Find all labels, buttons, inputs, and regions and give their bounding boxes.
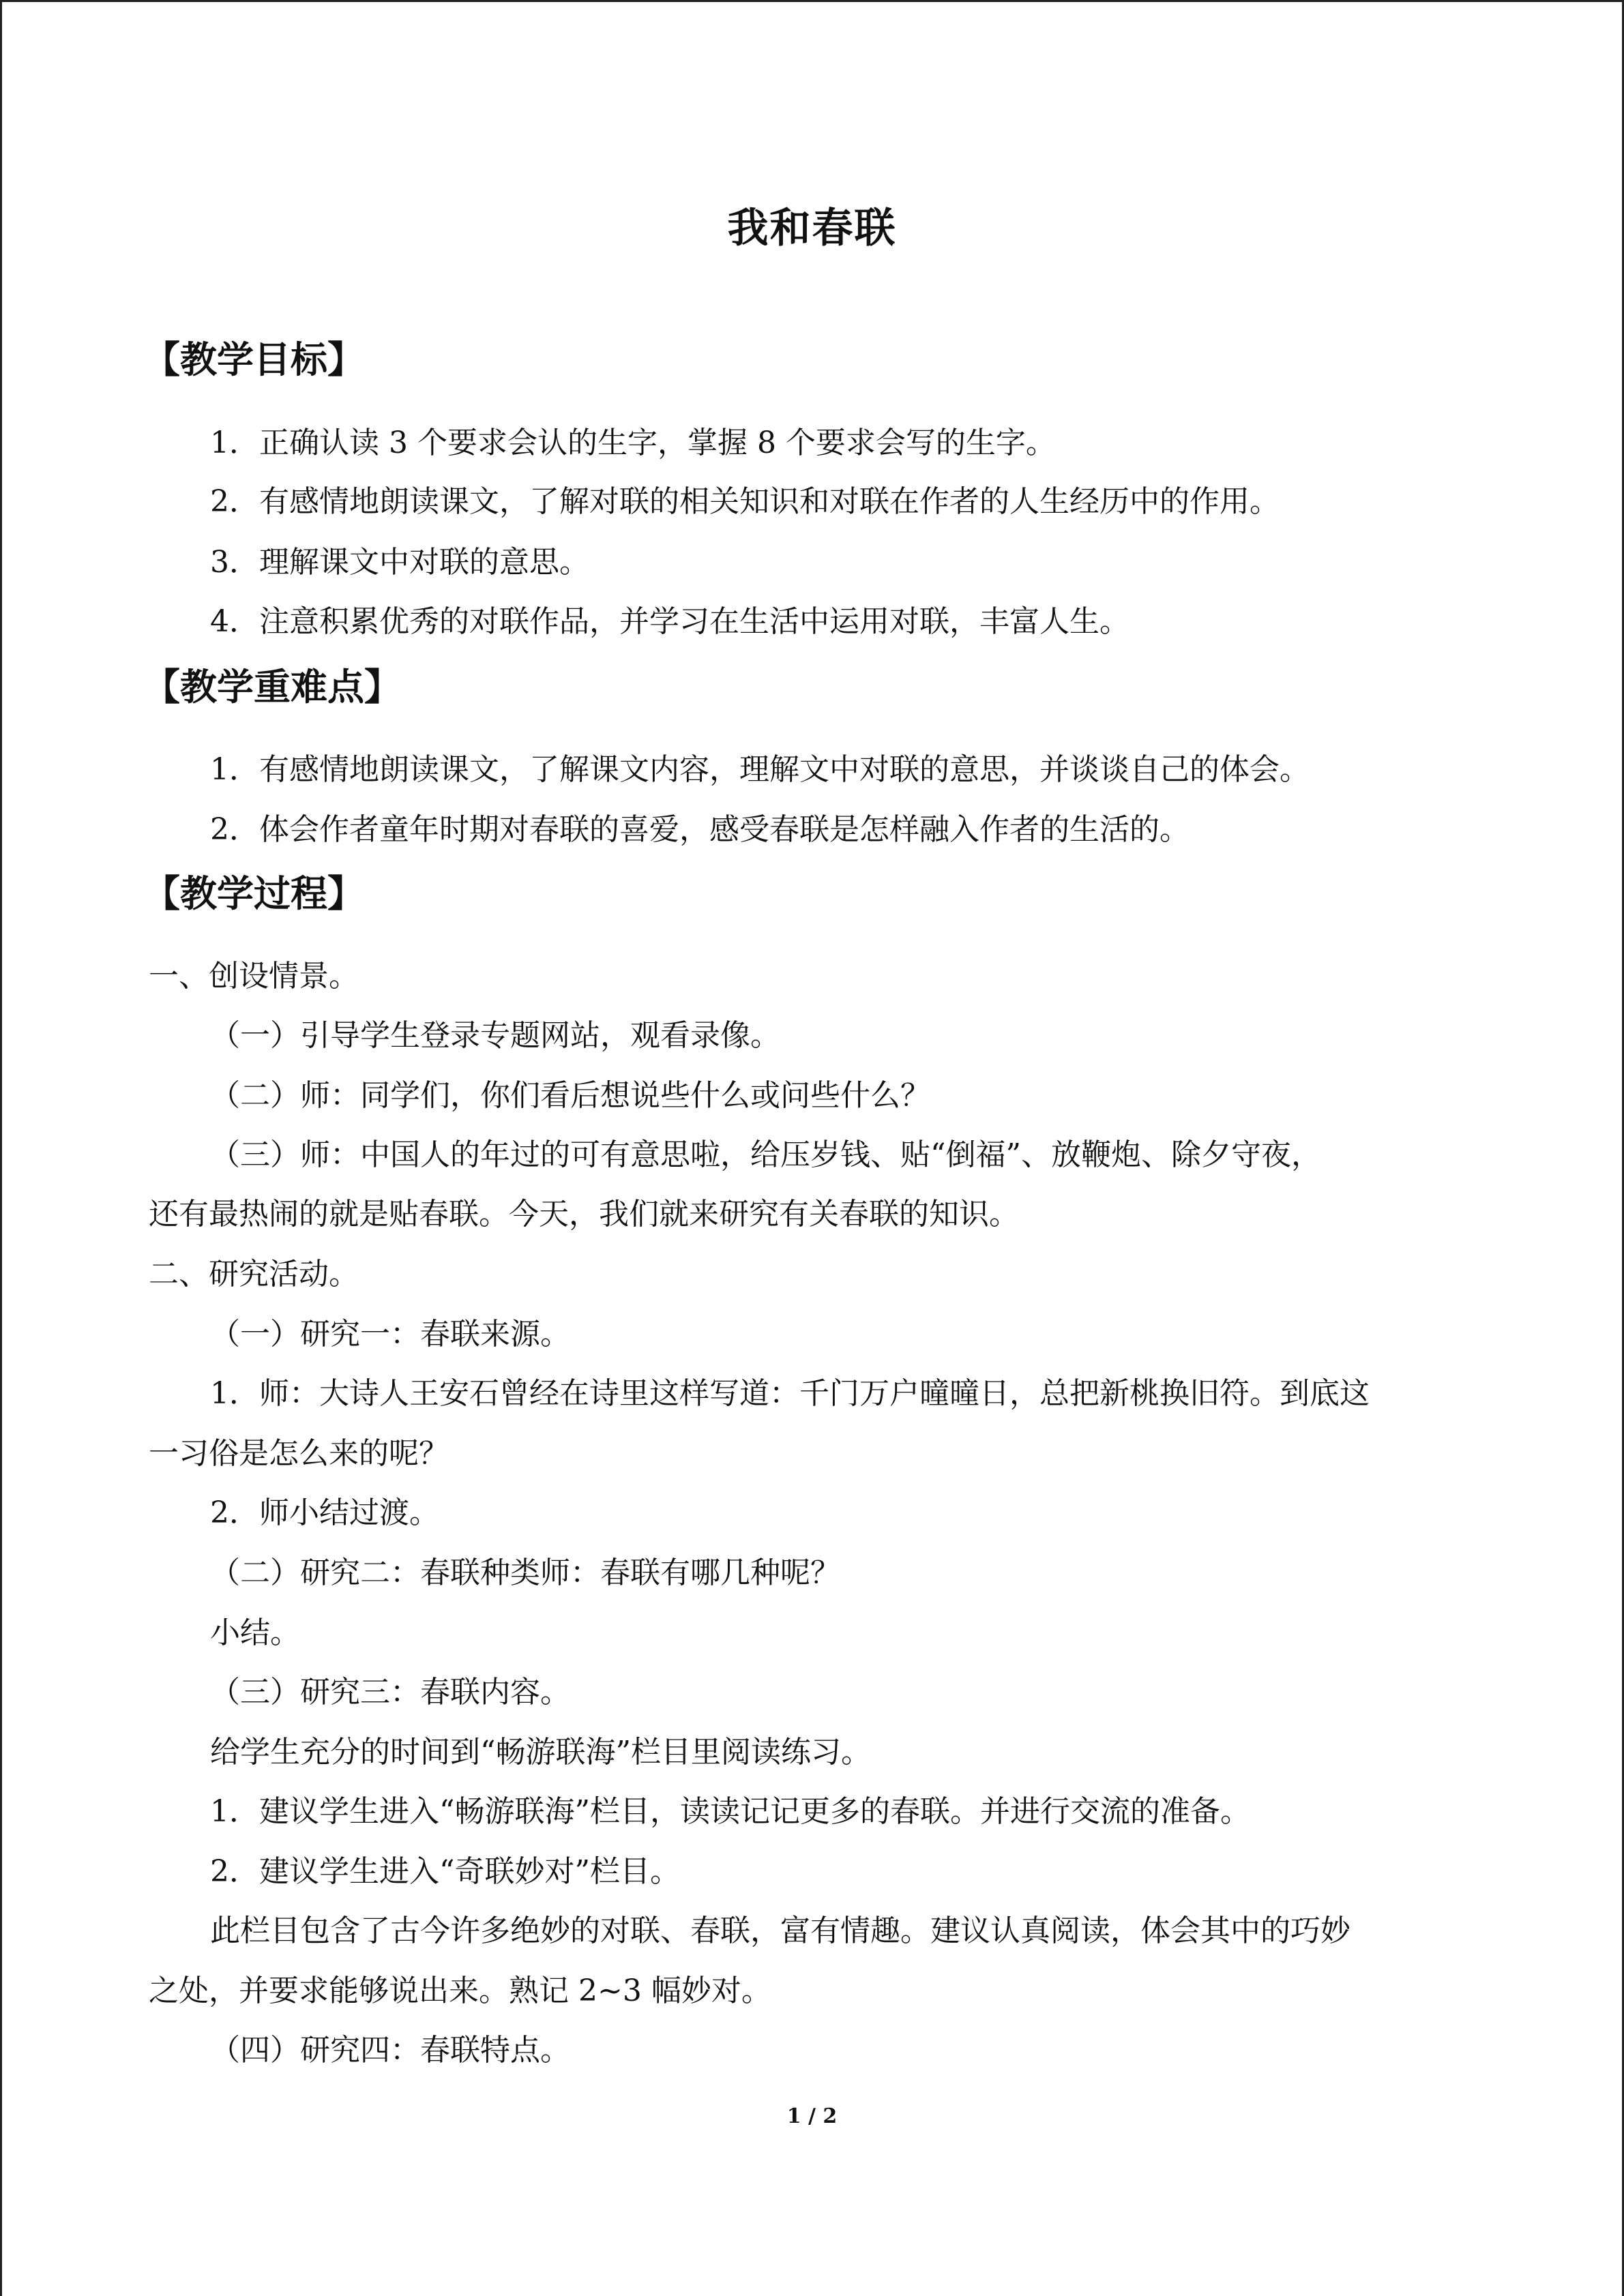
goal-item-4: 4．注意积累优秀的对联作品，并学习在生活中运用对联，丰富人生。 [210,604,1130,639]
process-line-5: 还有最热闹的就是贴春联。今天，我们就来研究有关春联的知识。 [149,1197,1019,1232]
process-line-15: 1．建议学生进入“畅游联海”栏目，读读记记更多的春联。并进行交流的准备。 [210,1794,1250,1829]
page-title: 我和春联 [727,205,897,252]
process-line-7: （一）研究一：春联来源。 [210,1317,570,1352]
goal-item-1: 1．正确认读 3 个要求会认的生字，掌握 8 个要求会写的生字。 [210,426,1056,460]
process-line-3: （二）师：同学们，你们看后想说些什么或问些什么？ [210,1078,930,1113]
process-line-16: 2．建议学生进入“奇联妙对”栏目。 [210,1854,680,1889]
process-line-8: 1．师：大诗人王安石曾经在诗里这样写道：千门万户曈曈日，总把新桃换旧符。到底这 [210,1376,1370,1411]
process-line-9: 一习俗是怎么来的呢？ [149,1436,449,1471]
process-line-4: （三）师：中国人的年过的可有意思啦，给压岁钱、贴“倒福”、放鞭炮、除夕守夜， [210,1137,1321,1172]
key-point-item-2: 2．体会作者童年时期对春联的喜爱，感受春联是怎样融入作者的生活的。 [210,812,1190,847]
goal-item-2: 2．有感情地朗读课文，了解对联的相关知识和对联在作者的人生经历中的作用。 [210,484,1280,519]
process-line-18: 之处，并要求能够说出来。熟记 2~3 幅妙对。 [149,1973,771,2008]
process-line-14: 给学生充分的时间到“畅游联海”栏目里阅读练习。 [210,1735,871,1770]
goal-item-3: 3．理解课文中对联的意思。 [210,545,589,580]
process-line-17: 此栏目包含了古今许多绝妙的对联、春联，富有情趣。建议认真阅读，体会其中的巧妙 [210,1913,1350,1948]
goals-heading: 【教学目标】 [143,338,364,381]
process-line-12: 小结。 [210,1615,300,1650]
process-line-1: 一、创设情景。 [149,959,359,994]
process-line-13: （三）研究三：春联内容。 [210,1675,570,1710]
process-line-11: （二）研究二：春联种类师：春联有哪几种呢？ [210,1555,840,1590]
process-line-6: 二、研究活动。 [149,1257,359,1292]
page-border-left [0,0,2,2296]
process-line-19: （四）研究四：春联特点。 [210,2033,570,2068]
process-line-10: 2．师小结过渡。 [210,1495,439,1530]
key-points-heading: 【教学重难点】 [143,665,401,709]
page-border-top [0,0,1624,2]
page-number: 1 / 2 [786,2104,838,2128]
key-point-item-1: 1．有感情地朗读课文，了解课文内容，理解文中对联的意思，并谈谈自己的体会。 [210,752,1310,787]
process-line-2: （一）引导学生登录专题网站，观看录像。 [210,1018,780,1053]
process-heading: 【教学过程】 [143,871,364,915]
